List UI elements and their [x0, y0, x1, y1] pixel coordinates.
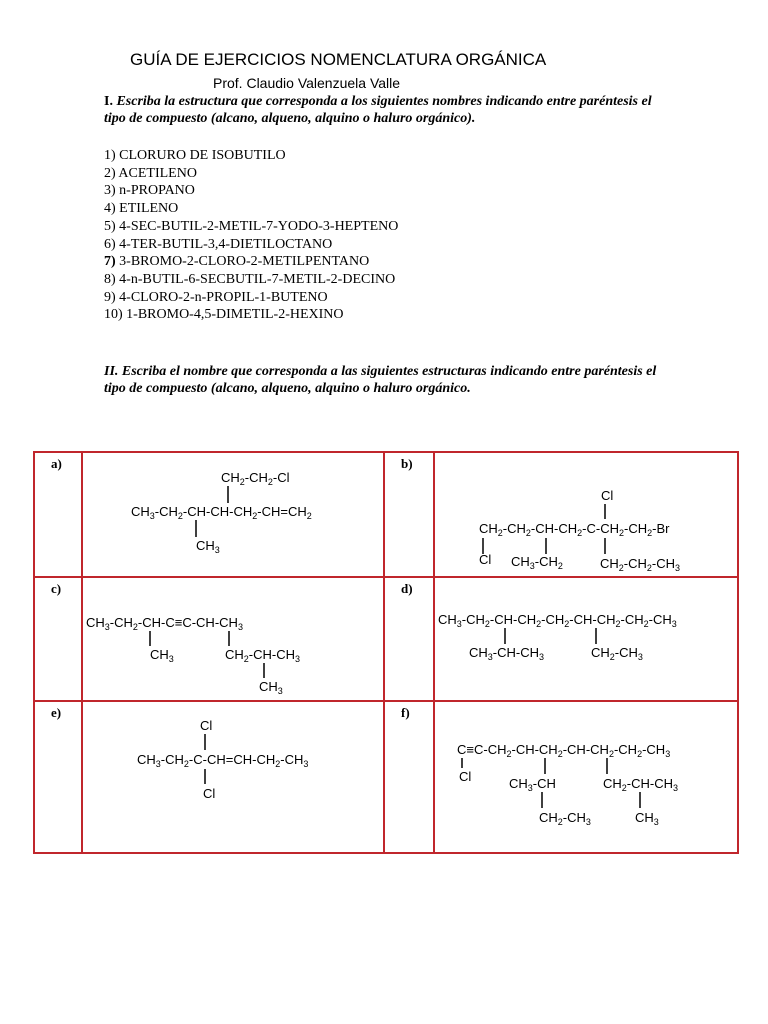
item-number: 1) — [104, 148, 116, 163]
item-text: 4-TER-BUTIL-3,4-DIETILOCTANO — [119, 236, 333, 252]
exercise-list — [104, 147, 398, 324]
item-number: 8) — [104, 271, 116, 287]
item-number: 7) — [104, 254, 116, 270]
structure-a — [83, 453, 383, 576]
item-text: 3-BROMO-2-CLORO-2-METILPENTANO — [119, 254, 370, 270]
item-number: 4) — [104, 201, 116, 217]
e-bottom-cl: Cl — [203, 786, 216, 801]
list-item — [104, 271, 398, 289]
list-item — [104, 200, 398, 218]
structure-cell-e — [82, 701, 384, 853]
label-b: b) — [401, 456, 413, 471]
structure-cell-f — [434, 701, 738, 853]
structure-cell-b — [434, 452, 738, 577]
structure-cell-d — [434, 577, 738, 701]
f-sub-isobutyl-2: CH2-CH-CH3 — [603, 776, 679, 793]
b-main-chain: CH2-CH2-CH-CH2-C-CH2-CH2-Br — [479, 521, 670, 538]
label-f: f) — [401, 705, 410, 720]
structure-cell-a — [82, 452, 384, 577]
a-bottom-methyl: CH3 — [196, 538, 220, 555]
list-item — [104, 289, 398, 307]
label-cell-b — [384, 452, 434, 577]
f-sub-ethyl: CH2-CH3 — [539, 810, 591, 827]
list-item — [104, 306, 398, 324]
item-number: 2) — [104, 165, 116, 181]
item-number: 6) — [104, 236, 116, 252]
f-sub-methyl: CH3 — [635, 810, 659, 827]
structure-c — [83, 578, 383, 700]
item-text: CLORURO DE ISOBUTILO — [119, 148, 286, 163]
structure-d — [435, 578, 737, 700]
e-top-cl: Cl — [200, 718, 213, 733]
item-text: ETILENO — [119, 201, 179, 217]
b-bottom-ethyl: CH3-CH2 — [511, 554, 563, 571]
d-main-chain: CH3-CH2-CH-CH2-CH2-CH-CH2-CH2-CH3 — [438, 612, 677, 629]
list-item — [104, 182, 398, 200]
d-sub-ethyl: CH2-CH3 — [591, 645, 643, 662]
structure-b — [435, 453, 737, 576]
c-sub-methyl-2: CH3 — [259, 679, 283, 696]
f-main-chain: C≡C-CH2-CH-CH2-CH-CH2-CH2-CH3 — [457, 742, 671, 759]
list-item — [104, 236, 398, 254]
structures-table — [33, 451, 739, 854]
f-cl: Cl — [459, 769, 472, 784]
label-a: a) — [51, 456, 62, 471]
label-e: e) — [51, 705, 62, 720]
b-bottom-cl: Cl — [479, 552, 492, 567]
section1-instruction — [104, 93, 664, 127]
section1-number: I. — [104, 94, 113, 109]
b-bottom-propyl: CH2-CH2-CH3 — [600, 556, 681, 573]
c-main-chain: CH3-CH2-CH-C≡C-CH-CH3 — [86, 615, 243, 632]
author-line: Prof. Claudio Valenzuela Valle — [213, 75, 401, 91]
label-d: d) — [401, 581, 413, 596]
structure-e — [83, 702, 383, 852]
item-number: 10) — [104, 307, 123, 323]
item-text: ACETILENO — [118, 165, 197, 181]
item-text: n-PROPANO — [119, 183, 195, 199]
section2-instruction: II. Escriba el nombre que corresponda a las siguientes estructuras indicando entre paréntesis el tipo de compuesto (alcano, alqueno, alquino o haluro orgánico. — [104, 364, 657, 396]
item-text: 4-CLORO-2-n-PROPIL-1-BUTENO — [119, 289, 328, 305]
section1-instruction-text: Escriba la estructura que corresponda a los siguientes nombres indicando entre paréntesis el tipo de compuesto (alcano, alqueno, alquino o haluro orgánico). — [104, 94, 652, 126]
label-cell-f — [384, 701, 434, 853]
a-main-chain: CH3-CH2-CH-CH-CH2-CH=CH2 — [131, 504, 312, 521]
f-sub-isobutyl: CH3-CH — [509, 776, 556, 793]
label-cell-d — [384, 577, 434, 701]
c-sub-methyl: CH3 — [150, 647, 174, 664]
label-cell-c — [34, 577, 82, 701]
e-main-chain: CH3-CH2-C-CH=CH-CH2-CH3 — [137, 752, 309, 769]
list-item — [104, 218, 398, 236]
label-c: c) — [51, 581, 62, 596]
c-sub-chain: CH2-CH-CH3 — [225, 647, 301, 664]
item-text: 4-n-BUTIL-6-SECBUTIL-7-METIL-2-DECINO — [119, 271, 396, 287]
structure-f — [435, 702, 737, 852]
list-item — [104, 165, 398, 183]
label-cell-e — [34, 701, 82, 853]
list-item — [104, 147, 398, 165]
document-title: GUÍA DE EJERCICIOS NOMENCLATURA ORGÁNICA — [130, 50, 547, 69]
item-number: 3) — [104, 183, 116, 199]
b-top-cl: Cl — [601, 488, 614, 503]
item-text: 1-BROMO-4,5-DIMETIL-2-HEXINO — [126, 307, 344, 323]
item-number: 5) — [104, 218, 116, 234]
label-cell-a — [34, 452, 82, 577]
structure-cell-c — [82, 577, 384, 701]
d-sub-isopropyl: CH3-CH-CH3 — [469, 645, 545, 662]
list-item — [104, 253, 398, 271]
item-number: 9) — [104, 289, 116, 305]
item-text: 4-SEC-BUTIL-2-METIL-7-YODO-3-HEPTENO — [119, 218, 399, 234]
a-top-chain: CH2-CH2-Cl — [221, 470, 290, 487]
